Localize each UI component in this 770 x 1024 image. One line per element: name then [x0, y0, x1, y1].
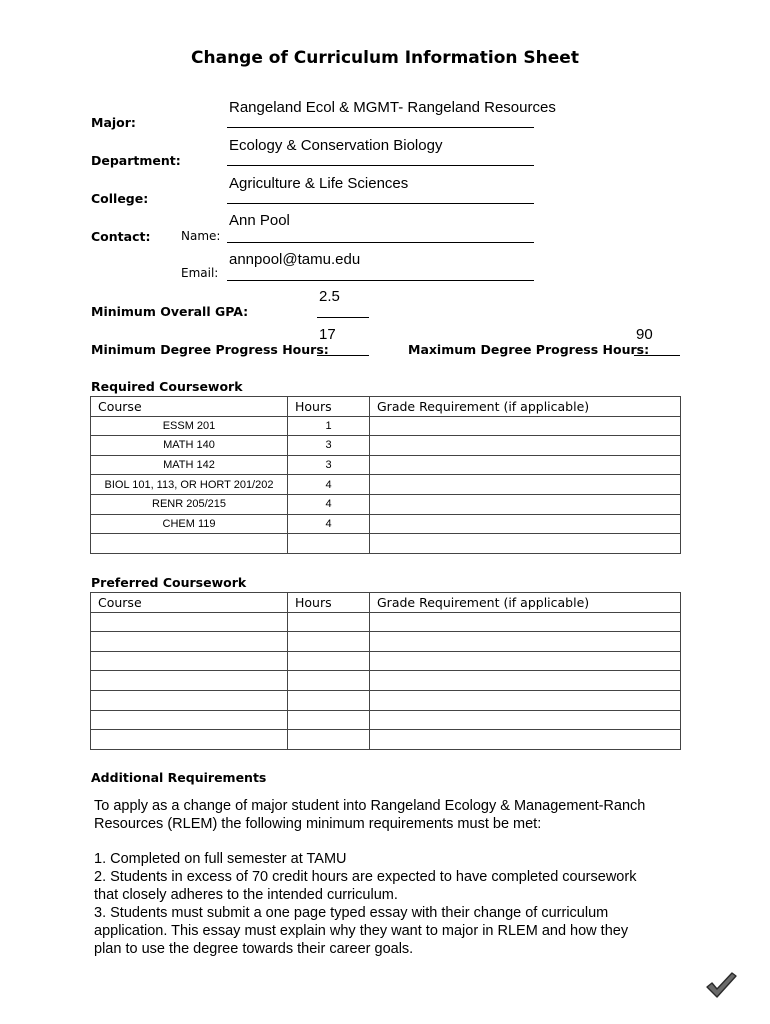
table-row: [91, 690, 681, 710]
min-hours-label: Minimum Degree Progress Hours:: [91, 342, 329, 357]
course-cell[interactable]: [91, 710, 288, 730]
additional-requirements-list: [94, 850, 744, 958]
grade-cell[interactable]: [370, 416, 681, 436]
course-cell[interactable]: [91, 632, 288, 652]
grade-cell[interactable]: [370, 612, 681, 632]
grade-cell[interactable]: [370, 455, 681, 475]
grade-cell[interactable]: [370, 514, 681, 534]
contact-label: Contact:: [91, 229, 151, 244]
course-cell[interactable]: [91, 730, 288, 750]
college-value[interactable]: Agriculture & Life Sciences: [229, 175, 409, 192]
max-hours-underline: [634, 355, 680, 356]
contact-email-underline: [227, 280, 534, 281]
table-row: [91, 475, 681, 495]
table-row: [91, 436, 681, 456]
grade-column-header: Grade Requirement (if applicable): [370, 397, 681, 417]
table-row: [91, 416, 681, 436]
department-underline: [227, 165, 534, 166]
hours-cell[interactable]: 4: [288, 514, 370, 534]
course-cell[interactable]: CHEM 119: [91, 514, 288, 534]
preferred-header-row: [91, 593, 681, 613]
hours-cell[interactable]: [288, 690, 370, 710]
grade-column-header: Grade Requirement (if applicable): [370, 593, 681, 613]
list-item: 2. Students in excess of 70 credit hours are expected to have completed coursework: [94, 869, 637, 885]
table-row: [91, 455, 681, 475]
department-label: Department:: [91, 153, 181, 168]
hours-cell[interactable]: 3: [288, 436, 370, 456]
major-value[interactable]: Rangeland Ecol & MGMT- Rangeland Resources: [229, 99, 556, 116]
hours-column-header: Hours: [288, 593, 370, 613]
table-row: [91, 730, 681, 750]
table-row: [91, 514, 681, 534]
table-row: [91, 494, 681, 514]
grade-cell[interactable]: [370, 436, 681, 456]
checkmark-icon[interactable]: [704, 968, 738, 1002]
required-coursework-table: [90, 396, 681, 554]
required-header-row: [91, 397, 681, 417]
additional-requirements-heading: Additional Requirements: [91, 770, 267, 785]
course-cell[interactable]: [91, 651, 288, 671]
preferred-coursework-heading: Preferred Coursework: [91, 575, 247, 590]
table-row: [91, 534, 681, 554]
hours-cell[interactable]: 4: [288, 475, 370, 495]
college-label: College:: [91, 191, 149, 206]
major-label: Major:: [91, 115, 136, 130]
contact-name-label: Name:: [181, 229, 221, 243]
college-underline: [227, 203, 534, 204]
grade-cell[interactable]: [370, 632, 681, 652]
grade-cell[interactable]: [370, 690, 681, 710]
department-value[interactable]: Ecology & Conservation Biology: [229, 137, 443, 154]
page-title: Change of Curriculum Information Sheet: [191, 48, 579, 68]
list-item: 1. Completed on full semester at TAMU: [94, 851, 347, 867]
hours-cell[interactable]: 1: [288, 416, 370, 436]
max-hours-value[interactable]: 90: [636, 326, 653, 343]
min-hours-value[interactable]: 17: [319, 326, 336, 343]
grade-cell[interactable]: [370, 671, 681, 691]
list-item: plan to use the degree towards their career goals.: [94, 941, 414, 957]
table-row: [91, 612, 681, 632]
min-gpa-underline: [317, 317, 369, 318]
list-item: application. This essay must explain why they want to major in RLEM and how they: [94, 923, 629, 939]
list-item: that closely adheres to the intended curriculum.: [94, 887, 398, 903]
max-hours-label: Maximum Degree Progress Hours:: [408, 342, 650, 357]
hours-cell[interactable]: 3: [288, 455, 370, 475]
hours-cell[interactable]: [288, 671, 370, 691]
course-cell[interactable]: RENR 205/215: [91, 494, 288, 514]
course-cell[interactable]: [91, 612, 288, 632]
hours-cell[interactable]: [288, 632, 370, 652]
hours-cell[interactable]: [288, 730, 370, 750]
course-cell[interactable]: [91, 534, 288, 554]
intro-line: Resources (RLEM) the following minimum requirements must be met:: [94, 816, 542, 832]
contact-email-value[interactable]: annpool@tamu.edu: [229, 251, 361, 268]
hours-cell[interactable]: 4: [288, 494, 370, 514]
table-row: [91, 710, 681, 730]
course-cell[interactable]: BIOL 101, 113, OR HORT 201/202: [91, 475, 288, 495]
hours-cell[interactable]: [288, 651, 370, 671]
course-cell[interactable]: [91, 690, 288, 710]
table-row: [91, 651, 681, 671]
contact-email-label: Email:: [181, 266, 219, 280]
min-gpa-label: Minimum Overall GPA:: [91, 304, 249, 319]
grade-cell[interactable]: [370, 534, 681, 554]
contact-name-value[interactable]: Ann Pool: [229, 212, 290, 229]
grade-cell[interactable]: [370, 730, 681, 750]
contact-name-underline: [227, 242, 534, 243]
course-cell[interactable]: [91, 671, 288, 691]
grade-cell[interactable]: [370, 475, 681, 495]
hours-cell[interactable]: [288, 612, 370, 632]
intro-line: To apply as a change of major student into Rangeland Ecology & Management-Ranch: [94, 798, 646, 814]
course-cell[interactable]: MATH 142: [91, 455, 288, 475]
grade-cell[interactable]: [370, 494, 681, 514]
list-item: 3. Students must submit a one page typed essay with their change of curriculum: [94, 905, 609, 921]
grade-cell[interactable]: [370, 710, 681, 730]
major-underline: [227, 127, 534, 128]
hours-column-header: Hours: [288, 397, 370, 417]
min-hours-underline: [317, 355, 369, 356]
table-row: [91, 671, 681, 691]
min-gpa-value[interactable]: 2.5: [319, 288, 340, 305]
required-coursework-heading: Required Coursework: [91, 379, 243, 394]
table-row: [91, 632, 681, 652]
hours-cell[interactable]: [288, 534, 370, 554]
course-cell[interactable]: ESSM 201: [91, 416, 288, 436]
course-column-header: Course: [91, 397, 288, 417]
course-cell[interactable]: MATH 140: [91, 436, 288, 456]
preferred-coursework-table: [90, 592, 681, 750]
course-column-header: Course: [91, 593, 288, 613]
hours-cell[interactable]: [288, 710, 370, 730]
grade-cell[interactable]: [370, 651, 681, 671]
additional-requirements-intro: [94, 797, 744, 833]
